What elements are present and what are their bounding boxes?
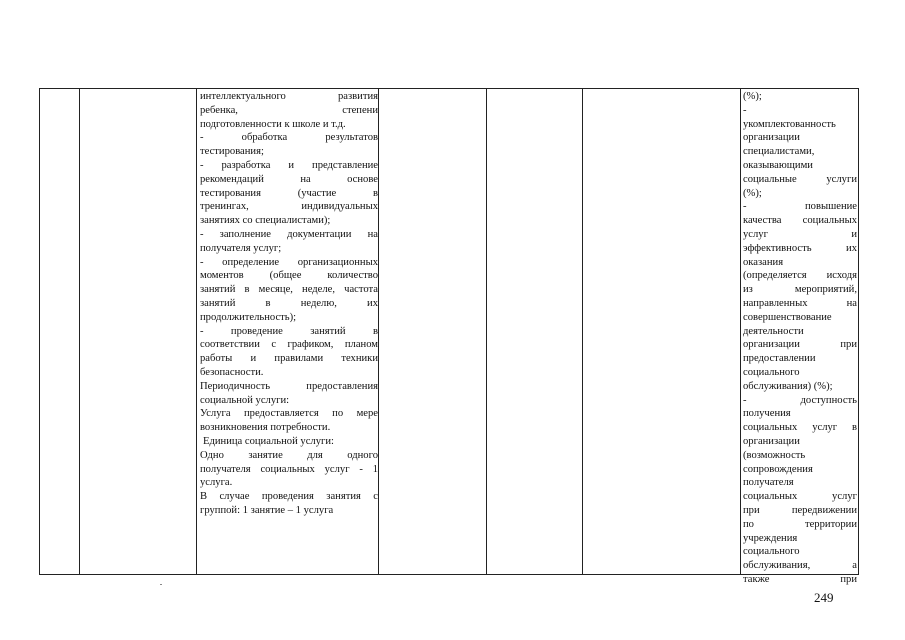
text-line: предоставлении (743, 353, 816, 365)
text-line: (%); (743, 91, 762, 102)
text-line: получателя (743, 477, 794, 489)
text-line: социальных услуг в (743, 422, 857, 434)
text-line: социальной услуги: (200, 394, 290, 406)
text-line: тестирования (участие в (200, 187, 378, 199)
text-line: организации (743, 132, 800, 144)
text-line: - разработка и представление (200, 159, 378, 171)
text-line: при передвижении (743, 504, 857, 516)
text-line: получения (743, 408, 791, 420)
text-line: учреждения (743, 532, 798, 544)
text-line: Периодичность предоставления (200, 380, 378, 392)
text-line: социального (743, 366, 800, 378)
text-line: рекомендаций на основе (200, 173, 378, 185)
text-line: соответствии с графиком, планом (200, 339, 378, 351)
text-line: специалистами, (743, 146, 815, 158)
text-line: услуга. (200, 477, 233, 489)
table-column-border (79, 89, 80, 574)
text-line: моментов (общее количество (200, 270, 378, 282)
text-line: по территории (743, 518, 857, 530)
text-line: - доступность (743, 394, 857, 406)
text-line: - (743, 104, 747, 116)
text-line: - обработка результатов (200, 132, 378, 144)
page-number: 249 (814, 590, 834, 605)
text-line: обслуживания, а (743, 560, 857, 572)
text-line: социального (743, 546, 800, 558)
text-line: тестирования; (200, 146, 264, 158)
text-line: организации при (743, 339, 857, 351)
services-table (39, 88, 859, 585)
text-line: укомплектованность (743, 118, 836, 130)
text-line: тренингах, индивидуальных (200, 201, 378, 213)
text-line: услуг и (743, 228, 857, 240)
text-line: обслуживания) (%); (743, 380, 833, 392)
text-line: В случае проведения занятия с (200, 491, 378, 503)
text-line: - определение организационных (200, 256, 378, 268)
text-line: также при (743, 573, 857, 585)
text-line: получателя социальных услуг - 1 (200, 463, 378, 475)
text-line: деятельности (743, 325, 804, 337)
text-line: совершенствование (743, 311, 832, 323)
text-line: безопасности. (200, 366, 264, 378)
text-line: из мероприятий, (743, 284, 857, 296)
table-column-border (486, 89, 487, 574)
text-line: работы и правилами техники (200, 353, 378, 365)
text-line: получателя услуг; (200, 242, 282, 254)
text-line: (%); (743, 187, 762, 199)
text-line: Одно занятие для одного (200, 449, 378, 461)
service-description-cell (200, 90, 378, 518)
scan-speck (160, 584, 162, 585)
text-line: Единица социальной услуги: (203, 435, 334, 447)
text-line: качества социальных (743, 215, 857, 227)
text-line: сопровождения (743, 463, 813, 475)
text-line: продолжительность); (200, 311, 297, 323)
table-column-border (740, 89, 741, 574)
text-line: - повышение (743, 201, 857, 213)
text-line: (возможность (743, 449, 806, 461)
text-line: ребенка, степени (200, 104, 378, 116)
text-line: оказывающими (743, 159, 813, 171)
text-line: - заполнение документации на (200, 228, 378, 240)
table-column-border (196, 89, 197, 574)
text-line: направленных на (743, 297, 857, 309)
text-line: занятий в месяце, неделе, частота (200, 284, 378, 296)
text-line: социальных услуг (743, 491, 857, 503)
text-line: занятиях со специалистами); (200, 215, 331, 227)
text-line: социальные услуги (743, 173, 857, 185)
text-line: подготовленности к школе и т.д. (200, 118, 346, 130)
text-line: интеллектуального развития (200, 91, 378, 102)
table-column-border (582, 89, 583, 574)
text-line: Услуга предоставляется по мере (200, 408, 378, 420)
table-column-border (378, 89, 379, 574)
text-line: группой: 1 занятие – 1 услуга (200, 504, 334, 516)
table-column-border (39, 89, 40, 574)
text-line: возникновения потребности. (200, 422, 331, 434)
quality-indicators-cell (743, 90, 857, 585)
text-line: организации (743, 435, 800, 447)
text-line: занятий в неделю, их (200, 297, 378, 309)
table-column-border (858, 89, 859, 574)
text-line: - проведение занятий в (200, 325, 378, 337)
text-line: эффективность их (743, 242, 857, 254)
text-line: оказания (743, 256, 784, 268)
text-line: (определяется исходя (743, 270, 857, 282)
